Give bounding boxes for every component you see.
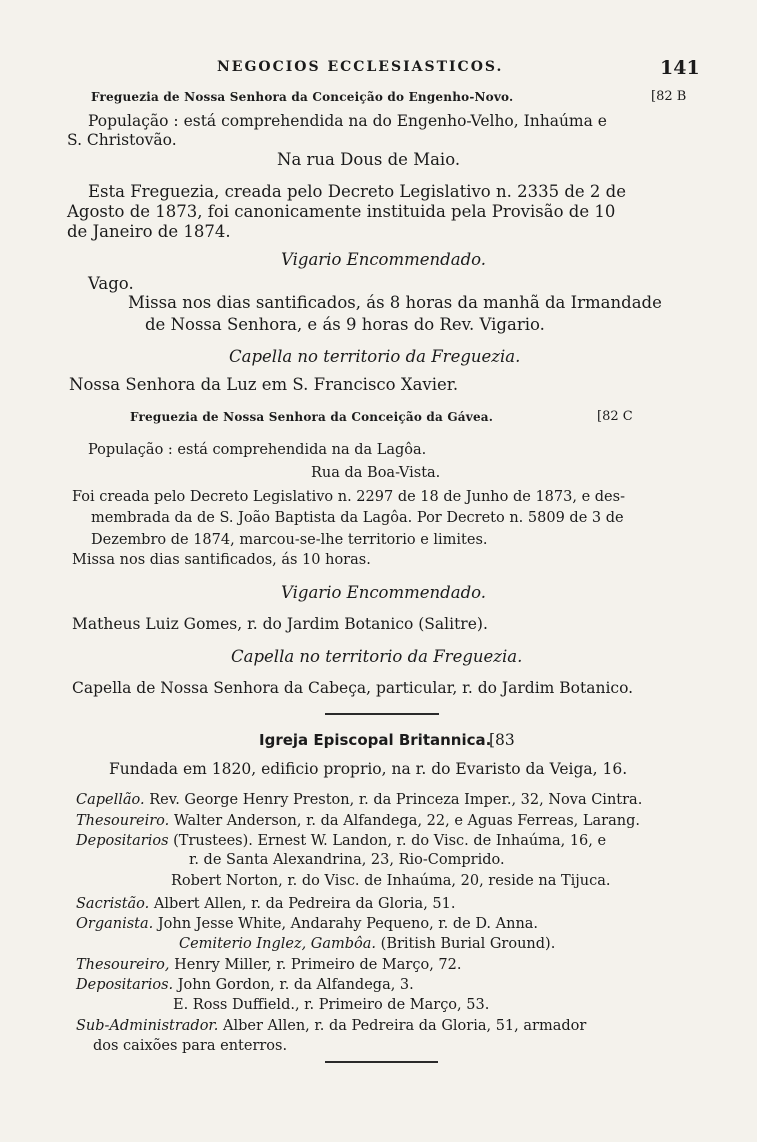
entry-text: John Jesse White, Andarahy Pequeno, r. de D. Anna.	[157, 916, 539, 932]
running-header: NEGOCIOS ECCLESIASTICOS.	[217, 59, 504, 75]
vigario-name: Matheus Luiz Gomes, r. do Jardim Botanico (Salitre).	[72, 615, 488, 633]
capella-heading: Capella no territorio da Freguezia.	[229, 347, 521, 366]
entry-text: Rev. George Henry Preston, r. da Princeza Imper., 32, Nova Cintra.	[149, 792, 643, 808]
founded-line: Fundada em 1820, edificio proprio, na r. do Evaristo da Veiga, 16.	[109, 760, 628, 778]
role-label: Depositarios.	[76, 977, 174, 993]
entry-continuation: dos caixões para enterros.	[93, 1038, 288, 1054]
section-divider	[325, 713, 439, 715]
history-line: Esta Freguezia, creada pelo Decreto Legislativo n. 2335 de 2 de	[88, 182, 626, 201]
section-code: [82 B	[651, 89, 687, 104]
entry-continuation: Robert Norton, r. do Visc. de Inhaúma, 20, reside na Tijuca.	[171, 873, 611, 889]
role-label: Sacristão.	[76, 896, 150, 912]
vigario-heading: Vigario Encommendado.	[281, 583, 487, 602]
entry-text: Alber Allen, r. da Pedreira da Gloria, 51, armador	[222, 1018, 587, 1034]
entry-text: Henry Miller, r. Primeiro de Março, 72.	[174, 957, 462, 973]
history-line: Foi creada pelo Decreto Legislativo n. 2297 de 18 de Junho de 1873, e des-	[72, 489, 625, 505]
entry-continuation: E. Ross Duffield., r. Primeiro de Março, 53.	[173, 997, 490, 1013]
history-line: Dezembro de 1874, marcou-se-lhe territorio e limites.	[91, 532, 488, 548]
depositarios-entry	[76, 978, 414, 993]
vigario-name: Vago.	[88, 274, 134, 293]
sacristao-entry	[76, 897, 455, 912]
entry-text: Albert Allen, r. da Pedreira da Gloria, 51.	[153, 896, 456, 912]
vigario-heading: Vigario Encommendado.	[281, 250, 487, 269]
cemiterio-english: (British Burial Ground).	[380, 936, 556, 952]
role-label: Capellão.	[76, 792, 145, 808]
populacao-line: População : está comprehendida na da Lagôa.	[88, 442, 427, 458]
sub-admin-entry	[76, 1019, 586, 1034]
entry-text: (Trustees). Ernest W. Landon, r. do Visc. de Inhaúma, 16, e	[173, 833, 607, 849]
thesoureiro-entry	[76, 958, 461, 973]
capellao-entry	[76, 793, 642, 808]
capella-name: Nossa Senhora da Luz em S. Francisco Xavier.	[69, 375, 459, 394]
missa-line: de Nossa Senhora, e ás 9 horas do Rev. Vigario.	[145, 315, 545, 334]
missa-line: Missa nos dias santificados, ás 10 horas.	[72, 552, 371, 568]
capella-heading: Capella no territorio da Freguezia.	[231, 647, 523, 666]
role-label: Depositarios	[76, 833, 169, 849]
capella-name: Capella de Nossa Senhora da Cabeça, particular, r. do Jardim Botanico.	[72, 679, 634, 697]
history-line: de Janeiro de 1874.	[67, 222, 231, 241]
role-label: Sub-Administrador.	[76, 1018, 219, 1034]
street-line: Na rua Dous de Maio.	[277, 150, 461, 169]
section-code: [82 C	[597, 409, 633, 424]
populacao-line: S. Christovão.	[67, 131, 177, 149]
organista-entry	[76, 917, 538, 932]
thesoureiro-entry	[76, 814, 640, 829]
page-number: 141	[660, 57, 700, 79]
history-line: membrada da de S. João Baptista da Lagôa. Por Decreto n. 5809 de 3 de	[91, 510, 624, 526]
cemiterio-title: Cemiterio Inglez, Gambôa.	[179, 936, 377, 952]
missa-line: Missa nos dias santificados, ás 8 horas da manhã da Irmandade	[128, 293, 662, 312]
section-heading-igreja: Igreja Episcopal Britannica.	[259, 731, 492, 749]
history-line: Agosto de 1873, foi canonicamente instituida pela Provisão de 10	[67, 202, 616, 221]
entry-text: Walter Anderson, r. da Alfandega, 22, e Aguas Ferreas, Larang.	[173, 813, 640, 829]
role-label: Organista.	[76, 916, 154, 932]
section-heading-gavea: Freguezia de Nossa Senhora da Conceição da Gávea.	[130, 410, 494, 424]
cemiterio-line	[179, 937, 555, 952]
role-label: Thesoureiro.	[76, 813, 170, 829]
section-code: [83	[489, 731, 515, 749]
entry-text: John Gordon, r. da Alfandega, 3.	[177, 977, 414, 993]
street-line: Rua da Boa-Vista.	[311, 465, 441, 481]
depositarios-entry	[76, 834, 606, 849]
entry-continuation: r. de Santa Alexandrina, 23, Rio-Comprido.	[189, 852, 505, 868]
section-divider	[325, 1061, 438, 1063]
populacao-line: População : está comprehendida na do Engenho-Velho, Inhaúma e	[88, 112, 607, 130]
section-heading-engenho-novo: Freguezia de Nossa Senhora da Conceição do Engenho-Novo.	[91, 90, 514, 104]
role-label: Thesoureiro,	[76, 957, 170, 973]
